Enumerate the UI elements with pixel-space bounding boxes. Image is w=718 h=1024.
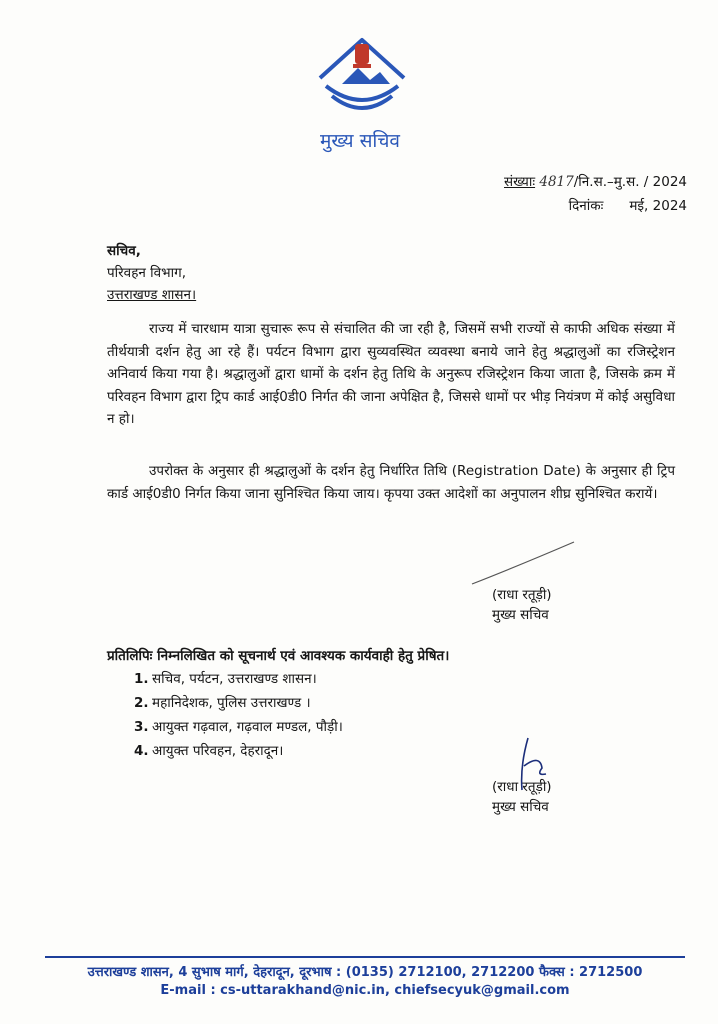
- signatory-designation: मुख्य सचिव: [492, 607, 549, 623]
- reference-number: 4817: [539, 174, 574, 190]
- list-item: 2. महानिदेशक, पुलिस उत्तराखण्ड ।: [134, 695, 311, 711]
- date-value: मई, 2024: [629, 198, 687, 214]
- date-line: [569, 196, 687, 214]
- addressee-block: [107, 240, 196, 306]
- copy-to-list: [134, 667, 343, 763]
- addressee-dept: परिवहन विभाग,: [107, 265, 187, 281]
- footer-address: उत्तराखण्ड शासन, 4 सुभाष मार्ग, देहरादून, दूरभाष : (0135) 2712100, 2712200 फैक्स : 2712500: [87, 965, 643, 980]
- reference-suffix: /नि.स.–मु.स. / 2024: [573, 174, 687, 190]
- signature-stroke: [468, 538, 578, 588]
- copy-to-heading: प्रतिलिपिः निम्नलिखित को सूचनार्थ एवं आवश्यक कार्यवाही हेतु प्रेषित।: [107, 648, 450, 664]
- list-item: 3. आयुक्त गढ़वाल, गढ़वाल मण्डल, पौड़ी।: [134, 719, 343, 735]
- date-label: दिनांकः: [568, 198, 604, 214]
- signatory-name: (राधा रतूड़ी): [492, 587, 552, 603]
- list-item: 4. आयुक्त परिवहन, देहरादून।: [134, 743, 284, 759]
- office-title: मुख्य सचिव: [320, 130, 400, 152]
- signature-block-1: [492, 585, 552, 625]
- body-paragraph-2: उपरोक्त के अनुसार ही श्रद्धालुओं के दर्शन हेतु निर्धारित तिथि (Registration Date) के अनुसार ही ट्रिप कार्ड आई0डी0 निर्गत किया जाना सुनिश्चित किया जाय। कृपया उक्त आदेशों का अनुपालन शीघ्र सुनिश्चित करायें।: [107, 463, 675, 502]
- uttarakhand-government-logo: [312, 34, 412, 122]
- footer-divider: [45, 956, 685, 958]
- body-paragraph-1: राज्य में चारधाम यात्रा सुचारू रूप से संचालित की जा रही है, जिसमें सभी राज्यों से काफी अधिक संख्या में तीर्थयात्री दर्शन हेतु आ रहे हैं। पर्यटन विभाग द्वारा सुव्यवस्थित व्यवस्था बनाये जाने हेतु श्रद्धालुओं का रजिस्ट्रेशन अनिवार्य किया गया है। श्रद्धालुओं द्वारा धामों के दर्शन हेतु तिथि के अनुरूप रजिस्ट्रेशन किया जाता है, जिसके क्रम में परिवहन विभाग द्वारा ट्रिप कार्ड आई0डी0 निर्गत की जाना अपेक्षित है, जिससे धामों पर भीड़ नियंत्रण में कोई असुविधा न हो।: [107, 321, 675, 427]
- addressee-government: उत्तराखण्ड शासन।: [107, 287, 197, 303]
- reference-label: संख्याः: [504, 174, 536, 190]
- footer-email: E-mail : cs-uttarakhand@nic.in, chiefsecyuk@gmail.com: [160, 983, 570, 998]
- reference-number-line: [504, 172, 687, 190]
- addressee-title: सचिव,: [107, 243, 141, 259]
- list-item: 1. सचिव, पर्यटन, उत्तराखण्ड शासन।: [134, 671, 317, 687]
- signatory-designation: मुख्य सचिव: [492, 799, 549, 815]
- signatory-name: (राधा रतूड़ी): [492, 779, 552, 795]
- ashoka-emblem-icon: [353, 44, 371, 68]
- signature-block-2: [492, 777, 552, 817]
